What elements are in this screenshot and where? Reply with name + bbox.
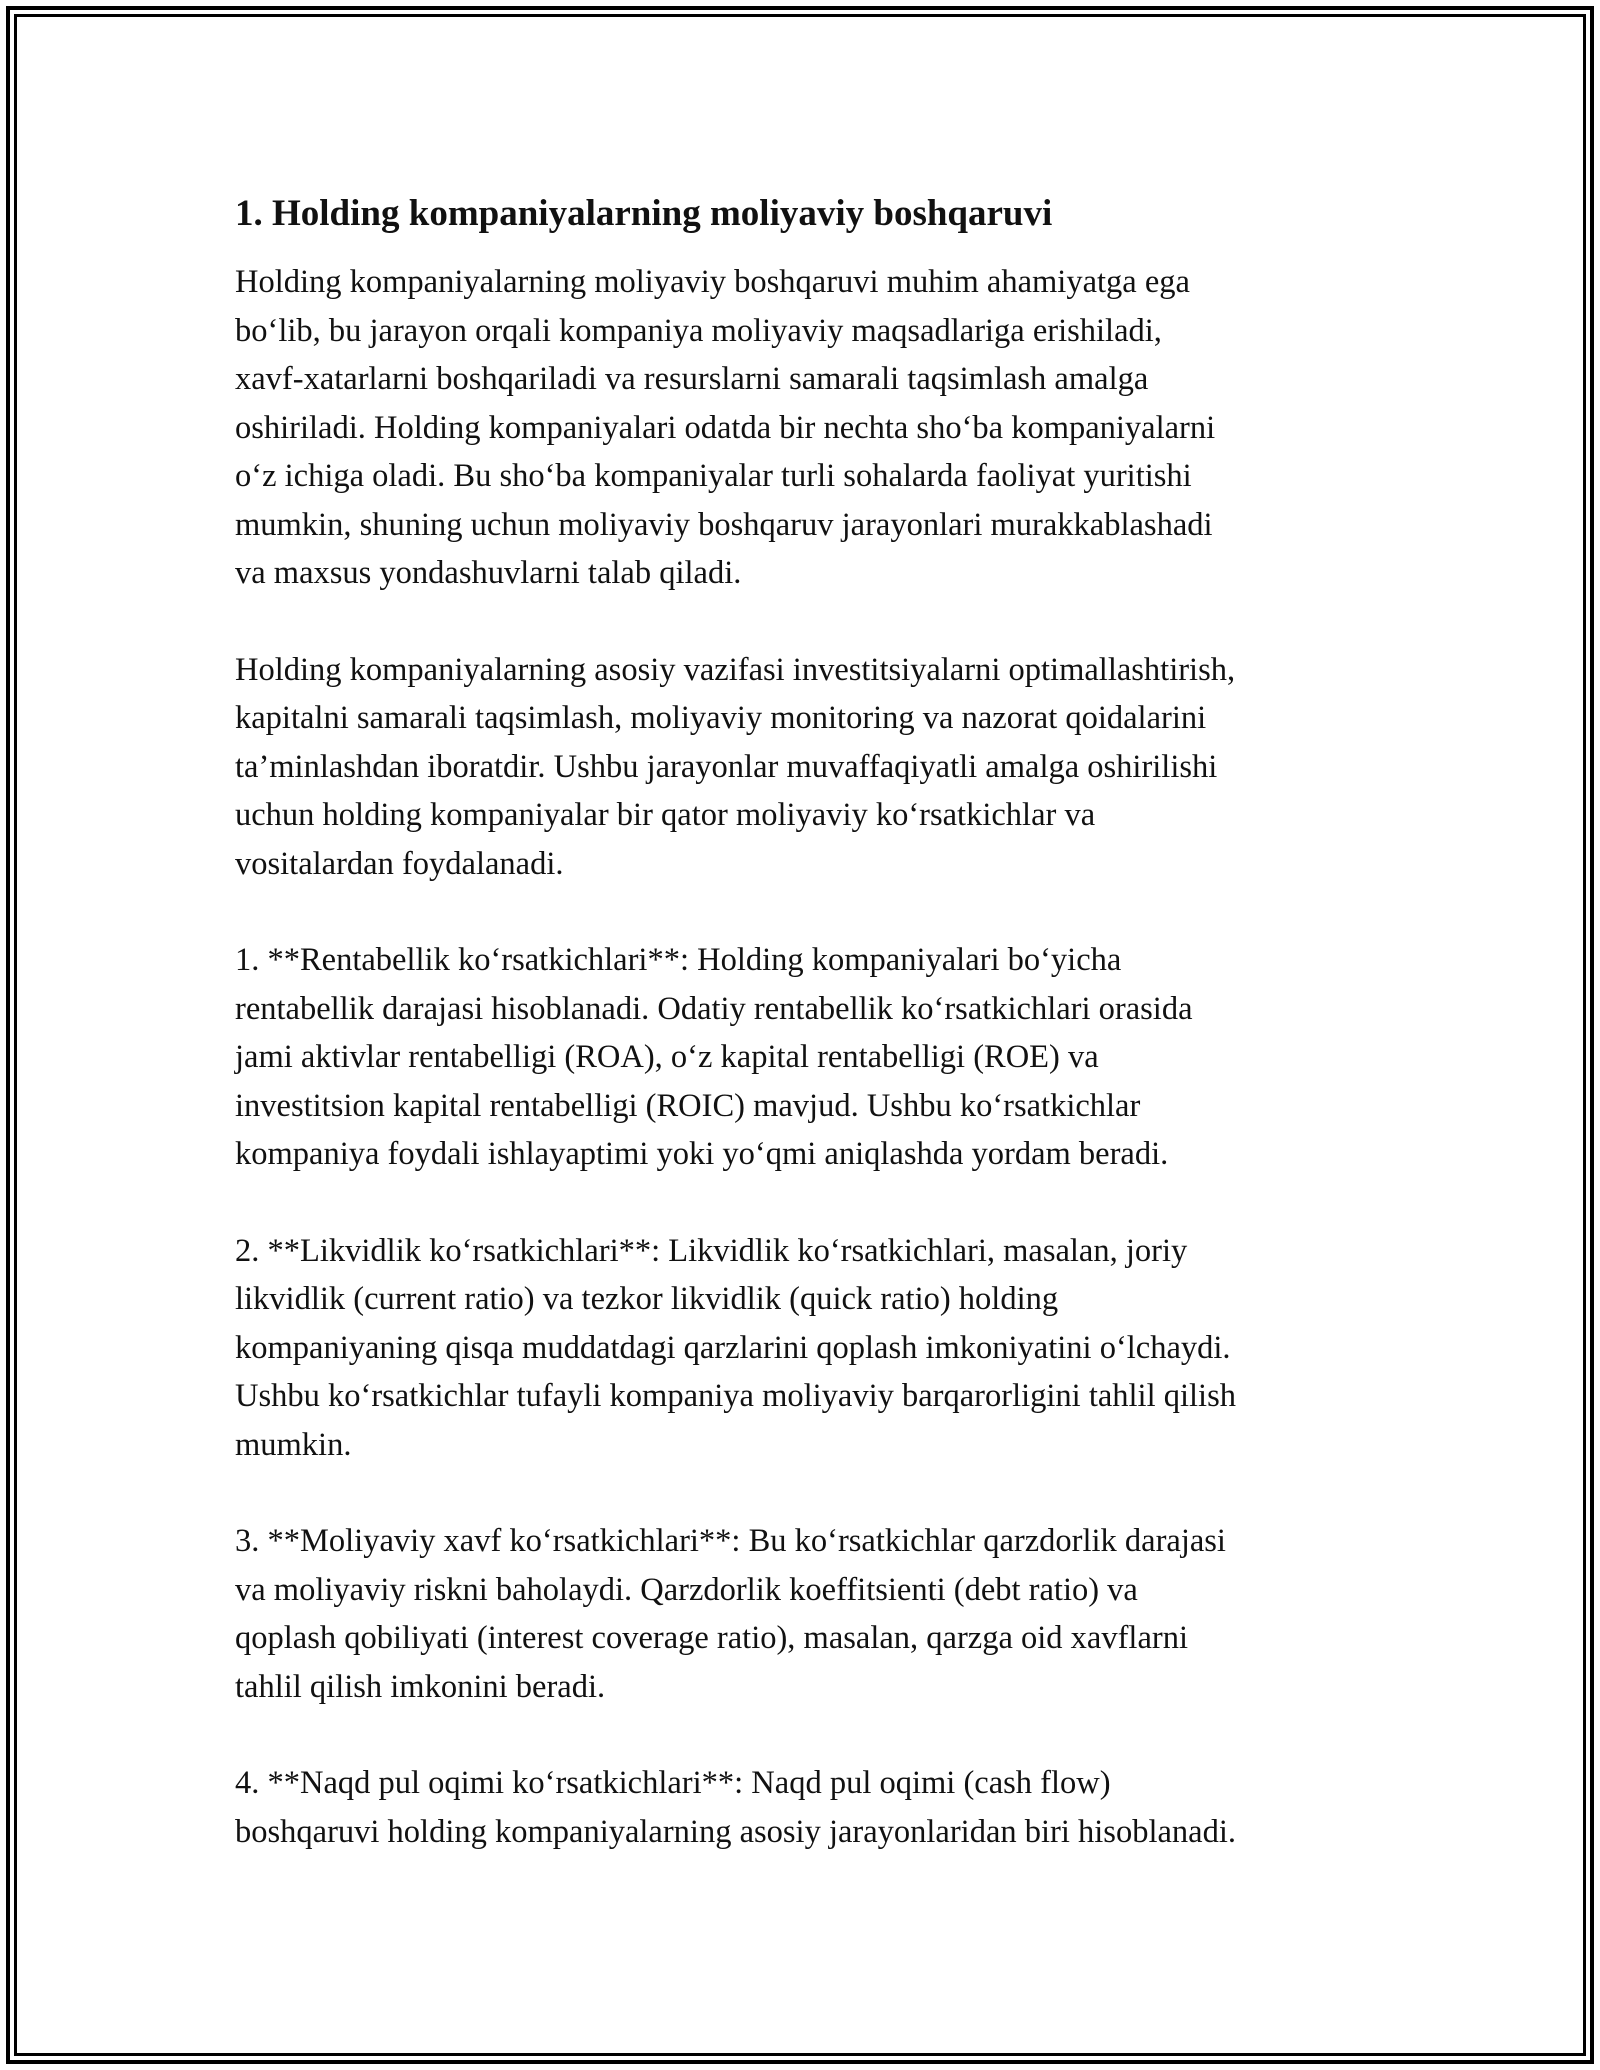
list-item-financial-risk: 3. **Moliyaviy xavf ko‘rsatkichlari**: Bu ko‘rsatkichlar qarzdorlik darajasi va moliyaviy riskni baholaydi. Qarzdorlik koeffitsienti (debt ratio) va qoplash qobiliyati (interest coverage ratio), masalan, qarzga oid xavflarni tahlil qilish imkonini beradi.	[235, 1523, 1226, 1705]
document-title: 1. Holding kompaniyalarning moliyaviy boshqaruvi	[235, 193, 1053, 234]
list-item-profitability: 1. **Rentabellik ko‘rsatkichlari**: Holding kompaniyalari bo‘yicha rentabellik darajasi hisoblanadi. Odatiy rentabellik ko‘rsatkichlari orasida jami aktivlar rentabelligi (ROA), o‘z kapital rentabelligi (ROE) va investitsion kapital rentabelligi (ROIC) mavjud. Ushbu ko‘rsatkichlar kompaniya foydali ishlayaptimi yoki yo‘qmi aniqlashda yordam beradi.	[235, 942, 1193, 1172]
document-body	[235, 190, 1375, 1904]
paragraph-intro: Holding kompaniyalarning moliyaviy boshqaruvi muhim ahamiyatga ega bo‘lib, bu jarayon orqali kompaniya moliyaviy maqsadlariga erishiladi, xavf-xatarlarni boshqariladi va resurslarni samarali taqsimlash amalga oshiriladi. Holding kompaniyalari odatda bir nechta sho‘ba kompaniyalarni o‘z ichiga oladi. Bu sho‘ba kompaniyalar turli sohalarda faoliyat yuritishi mumkin, shuning uchun moliyaviy boshqaruv jarayonlari murakkablashadi va maxsus yondashuvlarni talab qiladi.	[235, 264, 1216, 591]
list-item-liquidity: 2. **Likvidlik ko‘rsatkichlari**: Likvidlik ko‘rsatkichlari, masalan, joriy likvidlik (current ratio) va tezkor likvidlik (quick ratio) holding kompaniyaning qisqa muddatdagi qarzlarini qoplash imkoniyatini o‘lchaydi. Ushbu ko‘rsatkichlar tufayli kompaniya moliyaviy barqarorligini tahlil qilish mumkin.	[235, 1232, 1236, 1463]
list-item-cash-flow: 4. **Naqd pul oqimi ko‘rsatkichlari**: Naqd pul oqimi (cash flow) boshqaruvi holding kompaniyalarning asosiy jarayonlaridan biri hisoblanadi.	[235, 1765, 1236, 1850]
paragraph-main-tasks: Holding kompaniyalarning asosiy vazifasi investitsiyalarni optimallashtirish, kapitalni samarali taqsimlash, moliyaviy monitoring va nazorat qoidalarini ta’minlashdan iboratdir. Ushbu jarayonlar muvaffaqiyatli amalga oshirilishi uchun holding kompaniyalar bir qator moliyaviy ko‘rsatkichlar va vositalardan foydalanadi.	[235, 651, 1236, 882]
